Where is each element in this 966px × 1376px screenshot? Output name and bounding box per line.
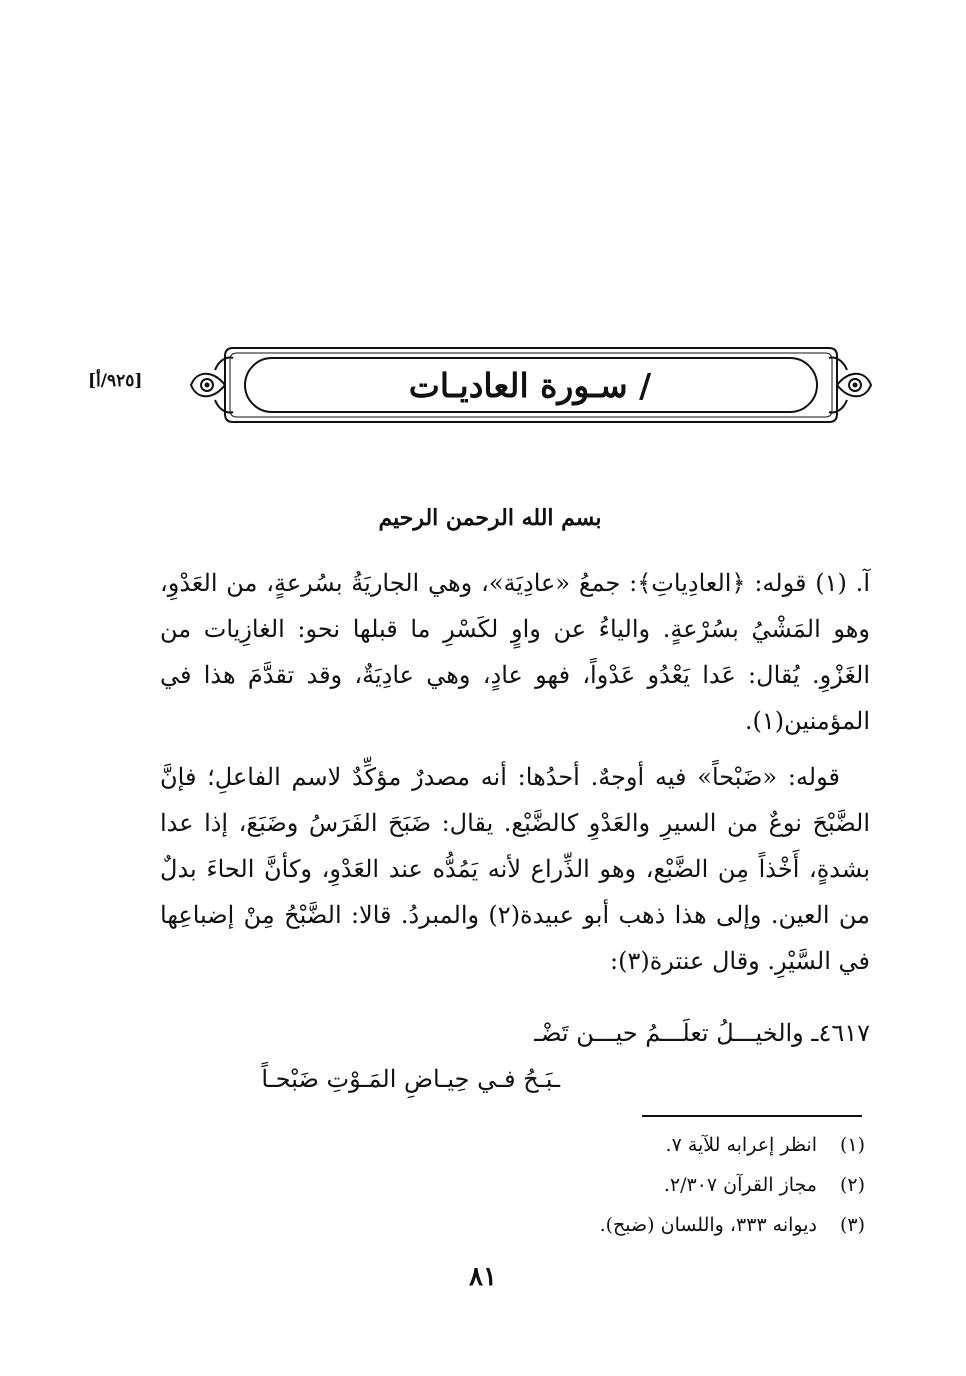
manuscript-page-ref: [٩٢٥/أ] [88,371,143,391]
footnote-item [300,1165,865,1205]
footnote-number: (٢) [839,1174,865,1196]
paragraph-2: قوله: «ضَبْحاً» فيه أوجهٌ. أحدُها: أنه مصدرٌ مؤكِّدٌ لاسم الفاعلِ؛ فإنَّ الضَّبْحَ نوعٌ من السيرِ والعَدْوِ كالضَّبْع. يقال: ضَبَحَ الفَرَسُ وضَبَعَ، إذا عدا بشدةٍ، أَخْذاً مِن الضَّبْع، وهو الذِّراع لأنه يَمُدُّه عند العَدْوِ، وكأنَّ الحاءَ بدلٌ من العين. وإلى هذا ذهب أبو عبيدة(٢) والمبردُ. قالا: الضَّبْحُ مِنْ إضباعِها في السَّيْرِ. وقال عنترة(٣): [160,763,871,975]
footnote-number: (٣) [839,1214,865,1236]
footnote-item [300,1125,865,1165]
footnote-text: ديوانه ٣٣٣، واللسان (ضبح). [599,1214,817,1236]
paragraph-1: آ. (١) قوله: ﴿العادِياتِ﴾: جمعُ «عادِيَة»، وهي الجاريَةُ بسُرعةٍ، من العَدْوِ، وهو المَشْيُ بسُرْعةٍ. والياءُ عن واوٍ لكَسْرِ ما قبلها نحو: الغازِيات من الغَزْوِ. يُقال: عَدا يَعْدُو عَدْواً، فهو عادٍ، وهي عادِيَةٌ، وقد تقدَّمَ هذا في المؤمنين(١). [160,569,871,735]
footnotes [300,1125,865,1245]
footnote-item [300,1205,865,1245]
body-text [160,560,870,994]
footnote-text: مجاز القرآن ٢/٣٠٧. [663,1174,817,1196]
verse-second-hemistich: ـبَـحُ فـي حِيـاضِ المَـوْتِ ضَبْحـاً [261,1065,560,1093]
footnote-number: (١) [839,1134,865,1156]
page-number: ٨١ [469,1262,497,1292]
footnote-separator [642,1115,862,1117]
sura-title: / سـورة العاديـات [408,365,652,405]
verse-first-hemistich: ٤٦١٧ـ والخيـــلُ تعلَـــمُ حيـــن تَضْـ [534,1019,870,1047]
basmala: بسم الله الرحمن الرحيم [378,505,602,531]
footnote-text: انظر إعرابه للآية ٧. [665,1134,817,1156]
poetry-verse [160,1010,870,1102]
